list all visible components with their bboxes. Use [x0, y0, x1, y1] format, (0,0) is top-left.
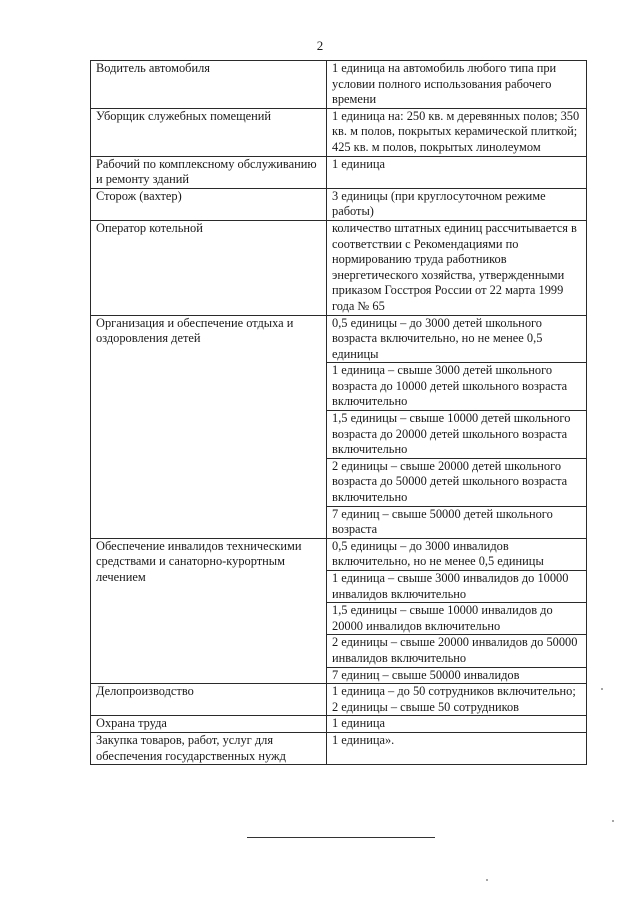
norm-cell: 1 единица – до 50 сотрудников включительно; 2 единицы – свыше 50 сотрудников: [327, 684, 587, 716]
norm-cell: 2 единицы – свыше 20000 инвалидов до 50000 инвалидов включительно: [327, 635, 587, 667]
table-row: [91, 538, 587, 570]
table-row: [91, 188, 587, 220]
norm-cell: количество штатных единиц рассчитывается в соответствии с Рекомендациями по нормированию труда работников энергетического хозяйства, утвержденными приказом Госстроя России от 22 марта 1999 года № 65: [327, 220, 587, 315]
norm-cell: 7 единиц – свыше 50000 инвалидов: [327, 667, 587, 684]
scan-speck: [601, 688, 603, 690]
function-cell: Обеспечение инвалидов техническими средствами и санаторно-курортным лечением: [91, 538, 327, 683]
norm-cell: 3 единицы (при круглосуточном режиме работы): [327, 188, 587, 220]
function-cell: Охрана труда: [91, 716, 327, 733]
norm-cell: 2 единицы – свыше 20000 детей школьного возраста до 50000 детей школьного возраста включительно: [327, 458, 587, 506]
norm-cell: 0,5 единицы – до 3000 детей школьного возраста включительно, но не менее 0,5 единицы: [327, 315, 587, 363]
scan-speck: [486, 879, 488, 881]
table-row: [91, 315, 587, 363]
table-row: [91, 220, 587, 315]
function-cell: Рабочий по комплексному обслуживанию и ремонту зданий: [91, 156, 327, 188]
scan-speck: [612, 820, 614, 822]
norm-cell: 1 единица».: [327, 732, 587, 764]
function-cell: Закупка товаров, работ, услуг для обеспечения государственных нужд: [91, 732, 327, 764]
norm-cell: 1 единица – свыше 3000 детей школьного возраста до 10000 детей школьного возраста включительно: [327, 363, 587, 411]
norm-cell: 7 единиц – свыше 50000 детей школьного возраста: [327, 506, 587, 538]
function-cell: Водитель автомобиля: [91, 61, 327, 109]
table-row: [91, 156, 587, 188]
function-cell: Делопроизводство: [91, 684, 327, 716]
staffing-norms-table: [90, 60, 587, 765]
table-row: [91, 108, 587, 156]
function-cell: Организация и обеспечение отдыха и оздоровления детей: [91, 315, 327, 538]
function-cell: Уборщик служебных помещений: [91, 108, 327, 156]
norm-cell: 1,5 единицы – свыше 10000 инвалидов до 20000 инвалидов включительно: [327, 603, 587, 635]
table-row: [91, 61, 587, 109]
norm-cell: 1,5 единицы – свыше 10000 детей школьного возраста до 20000 детей школьного возраста включительно: [327, 411, 587, 459]
norm-cell: 1 единица: [327, 716, 587, 733]
function-cell: Сторож (вахтер): [91, 188, 327, 220]
norm-cell: 1 единица на автомобиль любого типа при условии полного использования рабочего времени: [327, 61, 587, 109]
table-row: [91, 684, 587, 716]
table-row: [91, 732, 587, 764]
norm-cell: 1 единица: [327, 156, 587, 188]
norm-cell: 1 единица на: 250 кв. м деревянных полов; 350 кв. м полов, покрытых керамической плиткой; 425 кв. м полов, покрытых линолеумом: [327, 108, 587, 156]
page-number: 2: [316, 38, 324, 53]
norm-cell: 0,5 единицы – до 3000 инвалидов включительно, но не менее 0,5 единицы: [327, 538, 587, 570]
function-cell: Оператор котельной: [91, 220, 327, 315]
norm-cell: 1 единица – свыше 3000 инвалидов до 10000 инвалидов включительно: [327, 571, 587, 603]
end-of-document-rule: [247, 837, 435, 838]
table-row: [91, 716, 587, 733]
